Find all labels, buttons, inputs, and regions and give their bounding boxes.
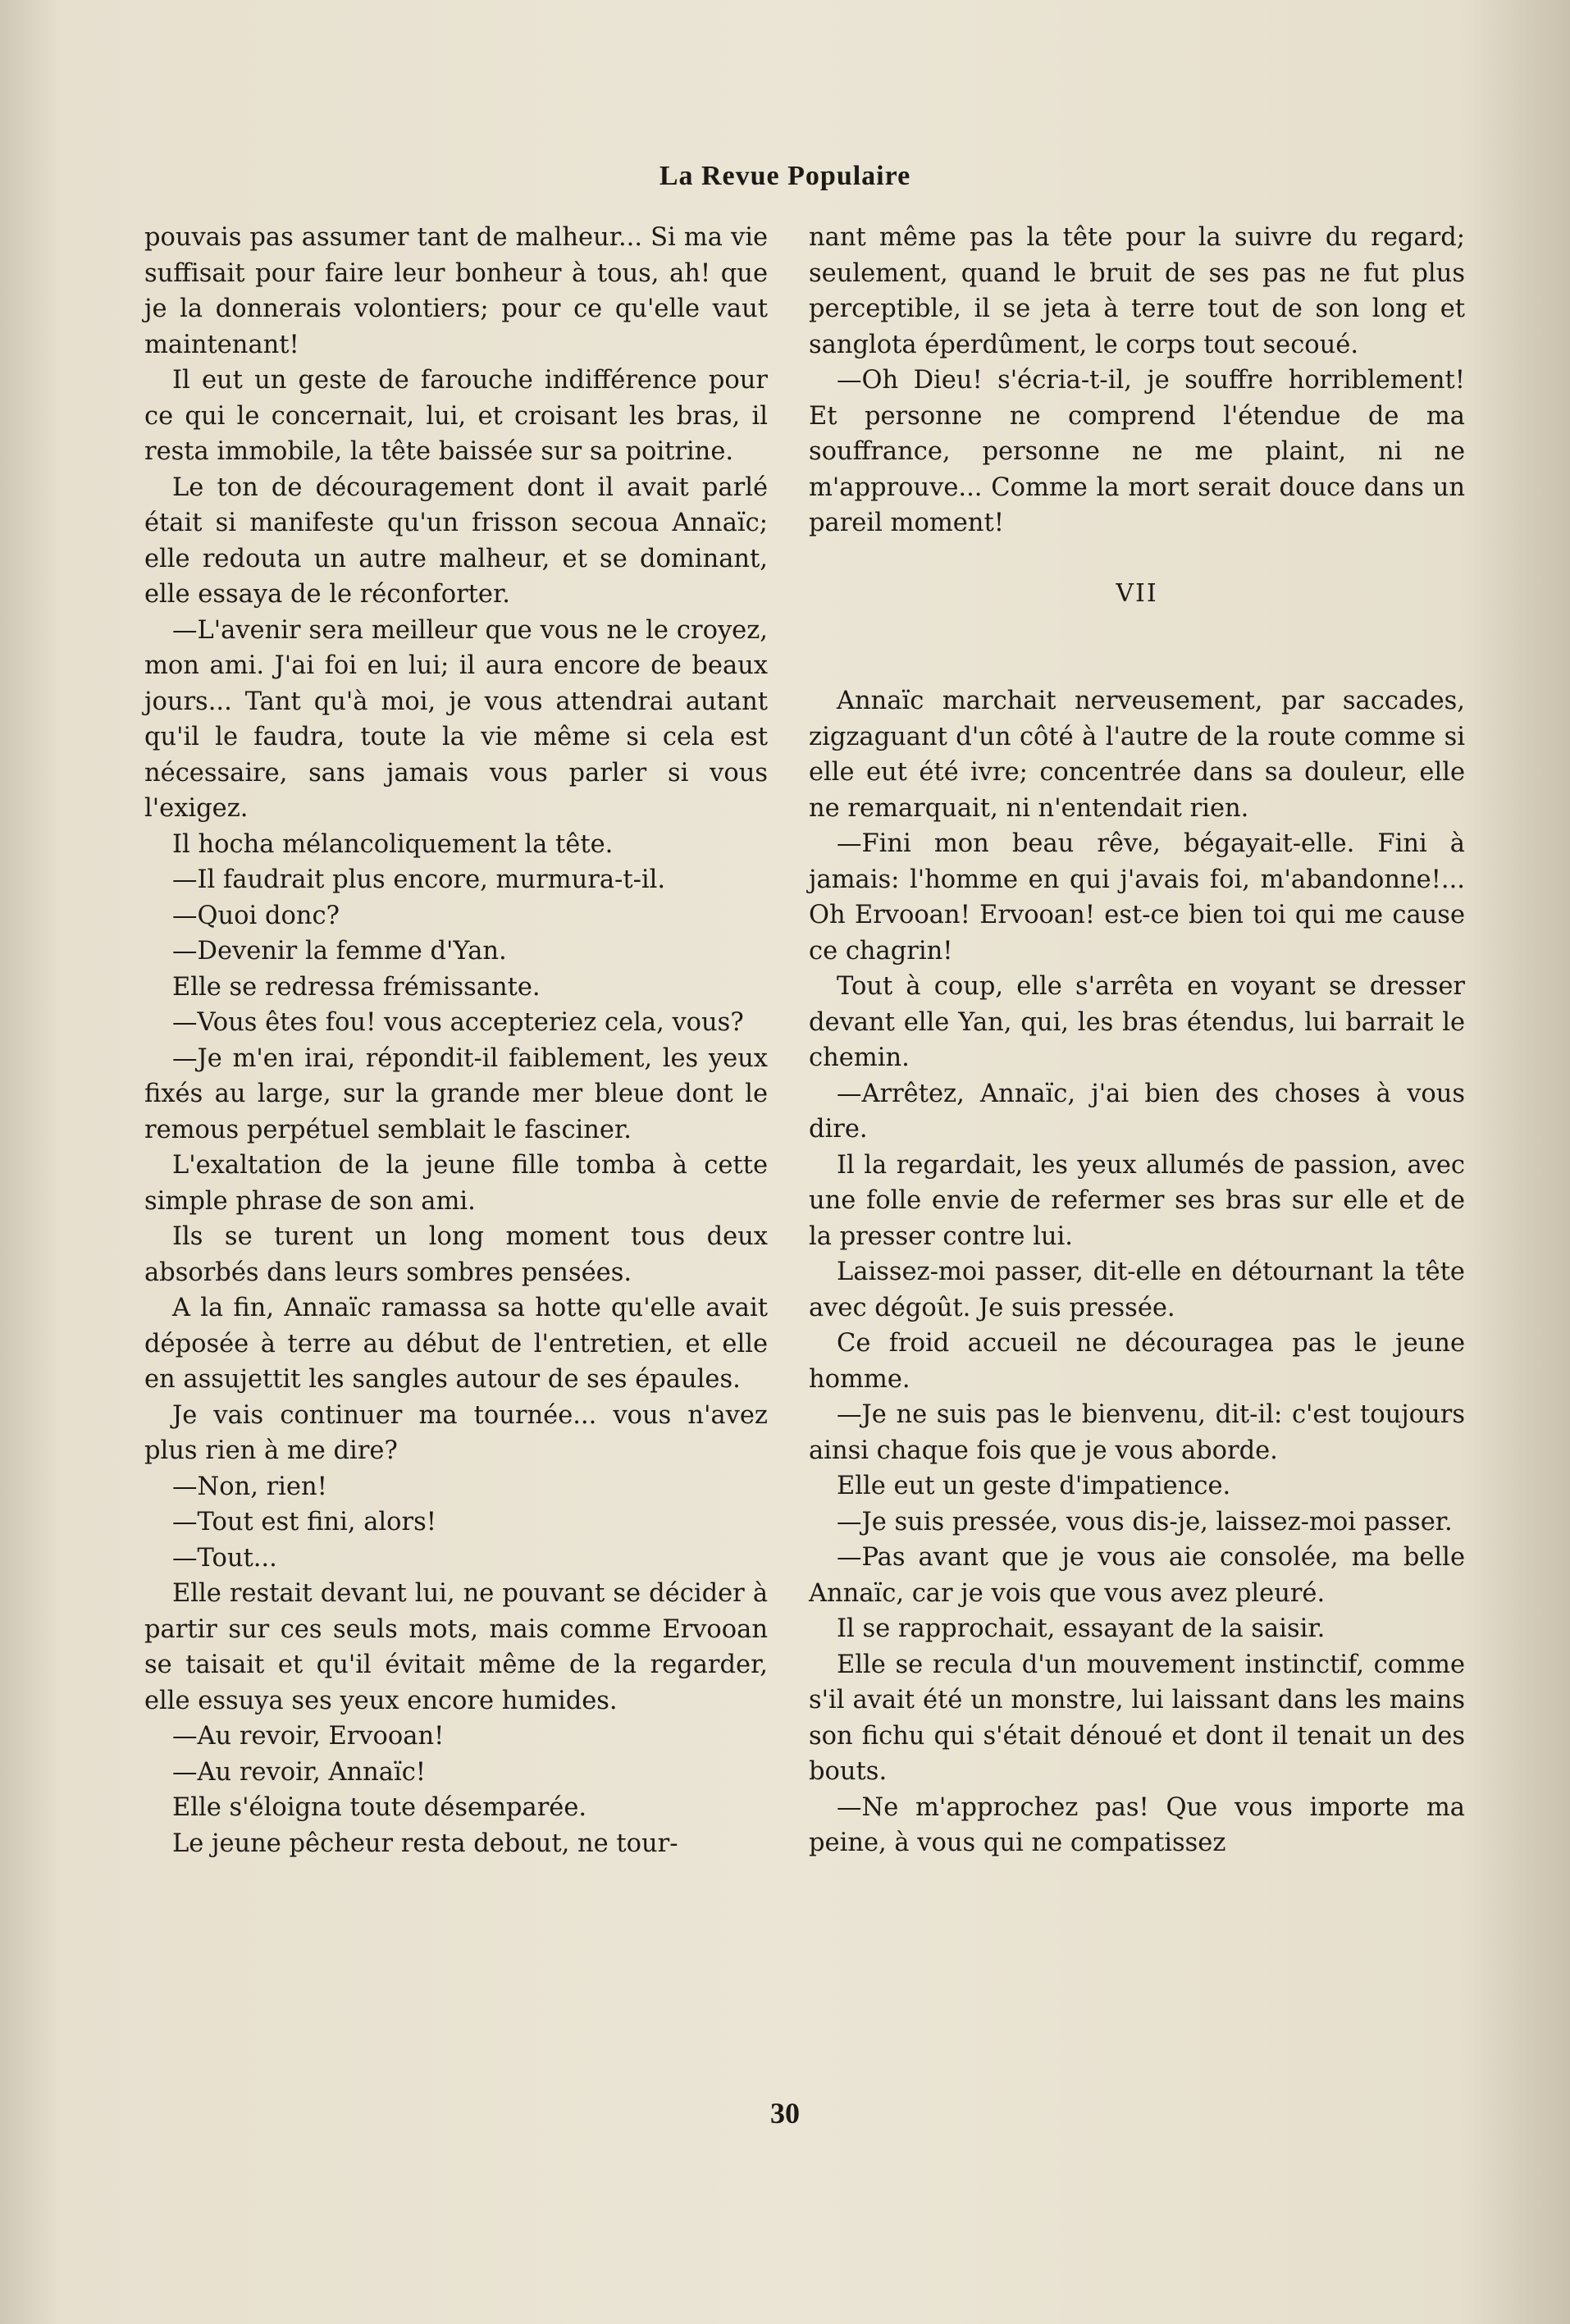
paragraph: —Tout... xyxy=(172,1543,277,1573)
paragraph: Il se rapprochait, essayant de la saisir. xyxy=(837,1614,1326,1643)
paragraph: Annaïc marchait nerveusement, par saccades, zigzaguant d'un côté à l'autre de la route comme si elle eut été ivre; concentrée dans sa douleur, elle ne remarquait, ni n'entendait rien. xyxy=(809,687,1465,823)
paragraph: —Oh Dieu! s'écria-t-il, je souffre horriblement! Et personne ne comprend l'étendue de ma souffrance, personne ne me plaint, ni ne m'approuve... Comme la mort serait douce dans un pareil moment! xyxy=(809,366,1465,537)
paragraph: —Arrêtez, Annaïc, j'ai bien des choses à vous dire. xyxy=(809,1079,1465,1144)
paragraph: Ils se turent un long moment tous deux absorbés dans leurs sombres pensées. xyxy=(144,1222,768,1287)
paragraph: Le ton de découragement dont il avait parlé était si manifeste qu'un frisson secoua Annaïc; elle redouta un autre malheur, et se dominant, elle essaya de le réconforter. xyxy=(144,473,768,609)
paragraph: —Devenir la femme d'Yan. xyxy=(172,937,507,966)
paragraph: Il la regardait, les yeux allumés de passion, avec une folle envie de refermer ses bras sur elle et de la presser contre lui. xyxy=(809,1150,1465,1251)
paragraph: —Quoi donc? xyxy=(172,901,340,930)
paragraph: —L'avenir sera meilleur que vous ne le croyez, mon ami. J'ai foi en lui; il aura encore de beaux jours... Tant qu'à moi, je vous attendrai autant qu'il le faudra, toute la vie même si cela est nécessaire, sans jamais vous parler si vous l'exigez. xyxy=(144,615,768,823)
paragraph: —Au revoir, Annaïc! xyxy=(172,1757,427,1787)
paragraph: Elle restait devant lui, ne pouvant se décider à partir sur ces seuls mots, mais comme Ervooan se taisait et qu'il évitait même de la regarder, elle essuya ses yeux encore humides. xyxy=(144,1579,768,1715)
section-number: VII xyxy=(1116,578,1158,608)
right-column xyxy=(809,220,1465,1861)
paragraph: Elle s'éloigna toute désemparée. xyxy=(172,1793,587,1822)
running-head: La Revue Populaire xyxy=(659,161,911,191)
paragraph: —Tout est fini, alors! xyxy=(172,1508,437,1536)
paragraph: —Je m'en irai, répondit-il faiblement, les yeux fixés au large, sur la grande mer bleue dont le remous perpétuel semblait le fasciner. xyxy=(144,1043,768,1144)
paragraph: Le jeune pêcheur resta debout, ne tour- xyxy=(172,1829,678,1858)
paragraph: —Au revoir, Ervooan! xyxy=(172,1722,445,1751)
paragraph: Elle se redressa frémissante. xyxy=(172,972,541,1002)
page-number: 30 xyxy=(770,2097,800,2130)
paragraph: —Il faudrait plus encore, murmura-t-il. xyxy=(172,865,666,894)
paragraph: Elle eut un geste d'impatience. xyxy=(837,1472,1231,1500)
paragraph: Ce froid accueil ne découragea pas le jeune homme. xyxy=(809,1329,1465,1394)
left-column xyxy=(144,220,768,1861)
paragraph: —Non, rien! xyxy=(172,1472,327,1501)
paragraph: A la fin, Annaïc ramassa sa hotte qu'elle avait déposée à terre au début de l'entretien, et elle en assujettit les sangles autour de ses épaules. xyxy=(144,1294,768,1394)
paragraph: pouvais pas assumer tant de malheur... Si ma vie suffisait pour faire leur bonheur à tous, ah! que je la donnerais volontiers; pour ce qu'elle vaut maintenant! xyxy=(144,223,768,359)
paragraph: Il hocha mélancoliquement la tête. xyxy=(172,829,614,859)
paragraph: Laissez-moi passer, dit-elle en détournant la tête avec dégoût. Je suis pressée. xyxy=(809,1258,1465,1322)
paragraph: Tout à coup, elle s'arrêta en voyant se dresser devant elle Yan, qui, les bras étendus, lui barrait le chemin. xyxy=(809,972,1465,1072)
paragraph: Je vais continuer ma tournée... vous n'avez plus rien à me dire? xyxy=(144,1400,768,1465)
paragraph: L'exaltation de la jeune fille tomba à cette simple phrase de son ami. xyxy=(144,1151,768,1216)
paragraph: —Fini mon beau rêve, bégayait-elle. Fini à jamais: l'homme en qui j'avais foi, m'abandonne!... Oh Ervooan! Ervooan! est-ce bien toi qui me cause ce chagrin! xyxy=(809,829,1465,966)
paragraph: —Pas avant que je vous aie consolée, ma belle Annaïc, car je vois que vous avez pleuré. xyxy=(809,1543,1465,1608)
paragraph: Elle se recula d'un mouvement instinctif, comme s'il avait été un monstre, lui laissant dans les mains son fichu qui s'était dénoué et dont il tenait un des bouts. xyxy=(809,1650,1465,1786)
paragraph: —Je suis pressée, vous dis-je, laissez-moi passer. xyxy=(837,1507,1453,1536)
paragraph: —Je ne suis pas le bienvenu, dit-il: c'est toujours ainsi chaque fois que je vous aborde. xyxy=(809,1400,1465,1465)
paragraph: —Ne m'approchez pas! Que vous importe ma peine, à vous qui ne compatissez xyxy=(809,1792,1465,1857)
paragraph: —Vous êtes fou! vous accepteriez cela, vous? xyxy=(172,1008,744,1037)
paragraph: nant même pas la tête pour la suivre du regard; seulement, quand le bruit de ses pas ne fut plus perceptible, il se jeta à terre tout de son long et sanglota éperdûment, le corps tout secoué. xyxy=(809,223,1465,359)
paragraph: Il eut un geste de farouche indifférence pour ce qui le concernait, lui, et croisant les bras, il resta immobile, la tête baissée sur sa poitrine. xyxy=(144,366,768,466)
